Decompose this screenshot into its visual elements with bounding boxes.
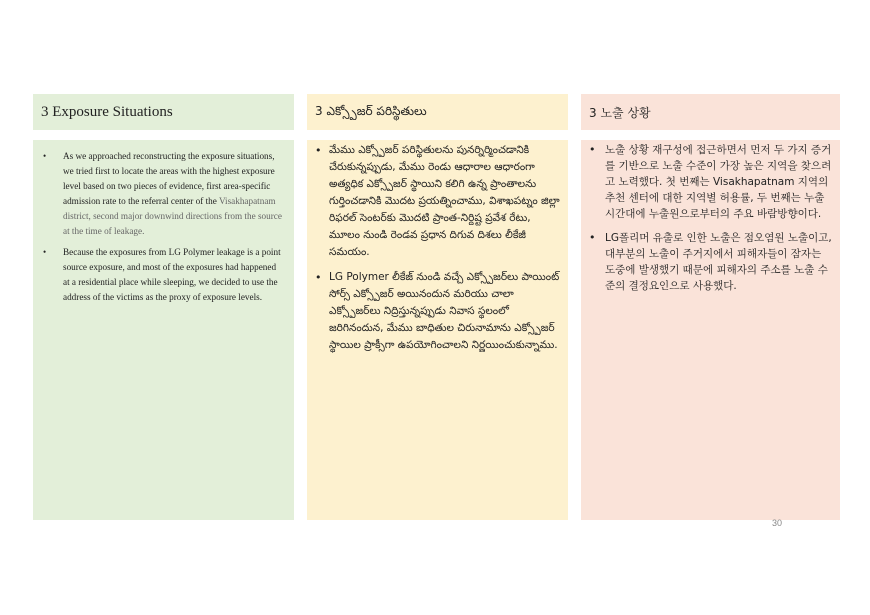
bullet-glyph: • (589, 143, 596, 156)
list-item (43, 245, 284, 305)
list-item (589, 230, 832, 294)
telugu-heading-text: 3 ఎక్స్పోజర్ పరిస్థితులు (315, 103, 427, 118)
bullet-glyph: • (43, 247, 47, 257)
english-bullet-list (43, 149, 284, 305)
korean-heading (581, 94, 840, 130)
telugu-heading (307, 94, 568, 130)
bullet-text: As we approached reconstructing the exposure situations, we tried first to locate the areas with the highest exposure level based on two pieces of evidence, first area-specific admission rate to the referral center of the (63, 151, 275, 206)
bullet-glyph: • (43, 151, 47, 161)
bullet-text: Because the exposures from LG Polymer leakage is a point source exposure, and most of the exposures had happened at a residential place while sleeping, we decided to use the address of the victims as the proxy of exposure levels. (63, 247, 281, 302)
bullet-glyph: • (589, 231, 596, 244)
telugu-content-box (307, 140, 568, 520)
bullet-text: LG Polymer లీకేజ్ నుండి వచ్చే ఎక్స్పోజర్‌లు పాయింట్ సోర్స్ ఎక్స్పోజర్ అయినందున మరియు చాలా ఎక్స్పోజర్‌లు నిద్రిస్తున్నప్పుడు నివాస స్థలంలో జరిగినందున, మేము బాధితుల చిరునామాను ఎక్స్పోజర్ స్థాయిల ప్రాక్సీగా ఉపయోగించాలని నిర్ణయించుకున్నాము. (329, 271, 560, 351)
english-content-box (33, 140, 294, 520)
bullet-text: మేము ఎక్స్పోజర్ పరిస్థితులను పునర్నిర్మించడానికి చేరుకున్నప్పుడు, మేము రెండు ఆధారాల ఆధారంగా అత్యధిక ఎక్స్పోజర్ స్థాయిని కలిగి ఉన్న ప్రాంతాలను గుర్తించడానికి మొదట ప్రయత్నించాము, విశాఖపట్నం జిల్లా రిఫరల్ సెంటర్‌కు మొదటి ప్రాంత-నిర్దిష్ట ప్రవేశ రేటు, మూలం నుండి రెండవ ప్రధాన దిగువ దిశలు లీకేజీ సమయం. (329, 144, 560, 258)
telugu-bullet-list (315, 142, 560, 354)
list-item (315, 142, 560, 261)
korean-bullet-list (589, 142, 832, 294)
bullet-glyph: • (315, 144, 322, 157)
english-heading-text: 3 Exposure Situations (41, 103, 173, 120)
bullet-text: LG폴리머 유출로 인한 노출은 점오염원 노출이고, 대부분의 노출이 주거지에서 피해자들이 잠자는 도중에 발생했기 때문에 피해자의 주소를 노출 수준의 결정요인으로 사용했다. (605, 232, 832, 292)
korean-heading-text: 3 노출 상황 (589, 105, 651, 120)
bullet-text: 노출 상황 재구성에 접근하면서 먼저 두 가지 증거를 기반으로 노출 수준이 가장 높은 지역을 찾으려고 노력했다. 첫 번째는 Visakhapatnam 지역의 추천 센터에 대한 지역별 허용률, 두 번째는 누출 시간대에 누출원으로부터의 주요 바람방향이다. (605, 144, 832, 220)
korean-content-box (581, 140, 840, 520)
page-number: 30 (772, 518, 783, 528)
list-item (43, 149, 284, 239)
english-heading (33, 94, 294, 130)
list-item (315, 269, 560, 354)
bullet-glyph: • (315, 271, 322, 284)
bullet-text-grey: Visakhapatnam district, second major downwind directions from the source at the time of leakage. (63, 196, 282, 236)
list-item (589, 142, 832, 222)
